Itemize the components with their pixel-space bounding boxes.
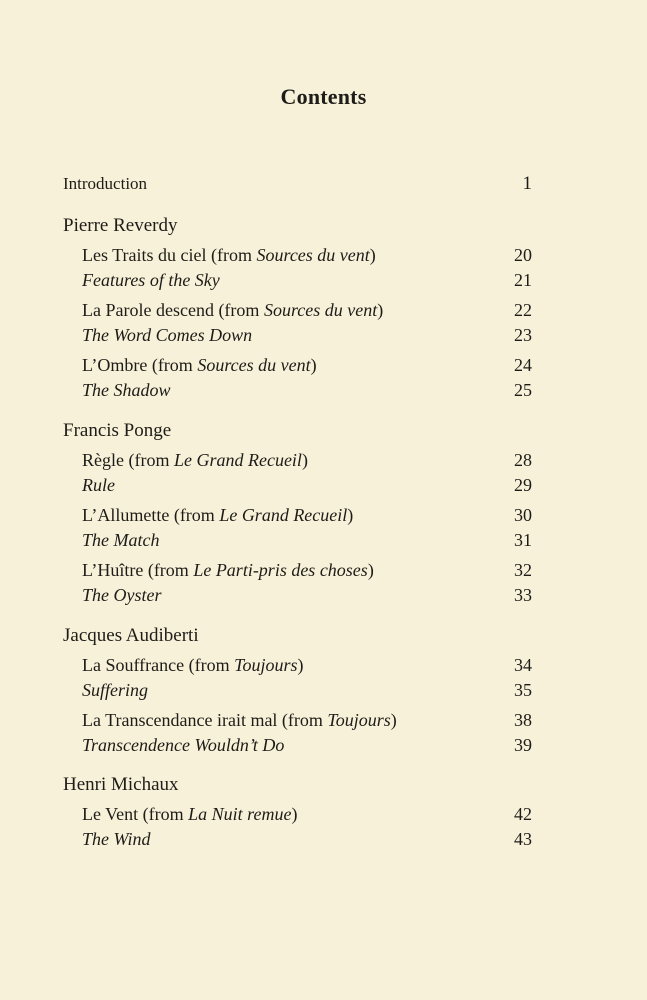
toc-page-number: 33 bbox=[514, 585, 532, 605]
toc-page-number: 25 bbox=[514, 380, 532, 400]
toc-entry-translation: The Word Comes Down 23 bbox=[82, 325, 532, 345]
page-title: Contents bbox=[280, 84, 367, 109]
toc-page-number: 34 bbox=[514, 655, 532, 675]
toc-entry-translation: The Wind 43 bbox=[82, 829, 532, 849]
toc-entry: Les Traits du ciel (from Sources du vent) 20 bbox=[82, 245, 532, 265]
toc-page-number: 43 bbox=[514, 829, 532, 849]
toc-page-number: 20 bbox=[514, 245, 532, 265]
toc-entry: Le Vent (from La Nuit remue) 42 bbox=[82, 804, 532, 824]
toc-entry-translation: The Match 31 bbox=[82, 530, 532, 550]
toc-page-number: 21 bbox=[514, 270, 532, 290]
toc-entry: L’Huître (from Le Parti-pris des choses) 32 bbox=[82, 560, 532, 580]
toc-entry-translation: The Oyster 33 bbox=[82, 585, 532, 605]
toc-page-number: 22 bbox=[514, 300, 532, 320]
toc-page-number: 23 bbox=[514, 325, 532, 345]
toc-entry: Règle (from Le Grand Recueil) 28 bbox=[82, 450, 532, 470]
toc-page-number: 35 bbox=[514, 680, 532, 700]
toc-page-number: 29 bbox=[514, 475, 532, 495]
toc-label: Introduction bbox=[63, 174, 148, 193]
toc-page-number: 31 bbox=[514, 530, 532, 550]
toc-entry-translation: Suffering 35 bbox=[82, 680, 532, 700]
toc-page-number: 24 bbox=[514, 355, 532, 375]
toc-entry: L’Allumette (from Le Grand Recueil) 30 bbox=[82, 505, 532, 525]
toc-entry: La Transcendance irait mal (from Toujours) 38 bbox=[82, 710, 532, 730]
toc-author: Henri Michaux bbox=[63, 774, 179, 795]
toc-entry-translation: The Shadow 25 bbox=[82, 380, 532, 400]
toc-entry-translation: Rule 29 bbox=[82, 475, 532, 495]
toc-entry: L’Ombre (from Sources du vent) 24 bbox=[82, 355, 532, 375]
toc-author: Jacques Audiberti bbox=[63, 625, 199, 646]
toc-page-number: 30 bbox=[514, 505, 532, 525]
toc-entry-translation: Transcendence Wouldn’t Do 39 bbox=[82, 735, 532, 755]
toc-author: Pierre Reverdy bbox=[63, 215, 178, 236]
toc-row-introduction bbox=[0, 172, 647, 196]
toc-page-number: 39 bbox=[514, 735, 532, 755]
toc-entry-translation: Features of the Sky 21 bbox=[82, 270, 532, 290]
toc-page-number: 38 bbox=[514, 710, 532, 730]
toc-page-number: 42 bbox=[514, 804, 532, 824]
toc-author: Francis Ponge bbox=[63, 420, 172, 441]
toc-entry: La Souffrance (from Toujours) 34 bbox=[82, 655, 532, 675]
toc-page-number: 32 bbox=[514, 560, 532, 580]
toc-page-number: 1 bbox=[522, 173, 532, 194]
toc-entry: La Parole descend (from Sources du vent) 22 bbox=[82, 300, 532, 320]
toc-page-number: 28 bbox=[514, 450, 532, 470]
